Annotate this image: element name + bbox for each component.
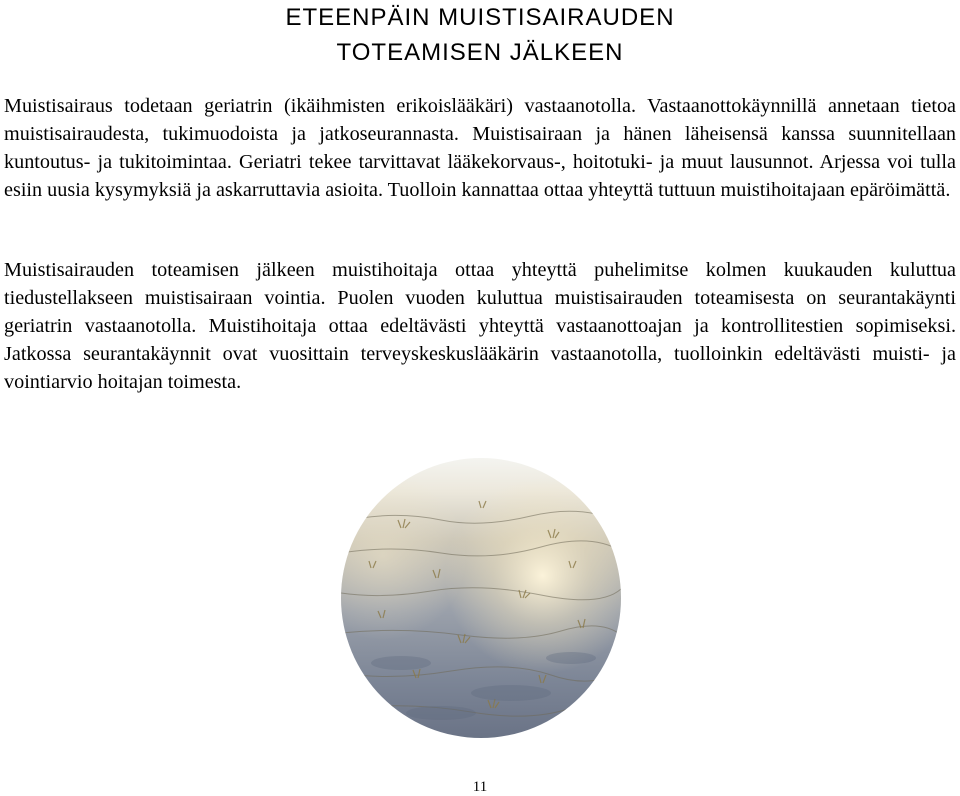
page-title-line-2: TOTEAMISEN JÄLKEEN — [336, 39, 624, 66]
page-title-line-1: ETEENPÄIN MUISTISAIRAUDEN — [285, 4, 675, 31]
paragraph-diagnosis: Muistisairaus todetaan geriatrin (ikäihmisten erikoislääkäri) vastaanotolla. Vastaanottokäynnillä annetaan tietoa muistisairaudesta, tukimuodoista ja jatkoseurannasta. Muistisairaan ja hänen läheisensä kanssa suunnitellaan kuntoutus- ja tukitoimintaa. Geriatri tekee tarvittavat lääkekorvaus-, hoitotuki- ja muut lausunnot. Arjessa voi tulla esiin uusia kysymyksiä ja askarruttavia asioita. Tuolloin kannattaa ottaa yhteyttä tuttuun muistihoitajaan epäröimättä. — [4, 95, 956, 201]
page-number: 11 — [472, 779, 488, 795]
page-title — [0, 0, 960, 70]
paragraph-follow-up: Muistisairauden toteamisen jälkeen muistihoitaja ottaa yhteyttä puhelimitse kolmen kuukauden kuluttua tiedustellakseen muistisairaan vointia. Puolen vuoden kuluttua muistisairauden toteamisesta on seurantakäynti geriatrin vastaanotolla. Muistihoitaja ottaa edeltävästi yhteyttä vastaanottoajan ja kontrollitestien sopimiseksi. Jatkossa seurantakäynnit ovat vuosittain terveyskeskuslääkärin vastaanotolla, tuolloinkin edeltävästi muisti- ja vointiarvio hoitajan toimesta. — [4, 259, 956, 393]
snowy-field-photo — [341, 458, 621, 738]
